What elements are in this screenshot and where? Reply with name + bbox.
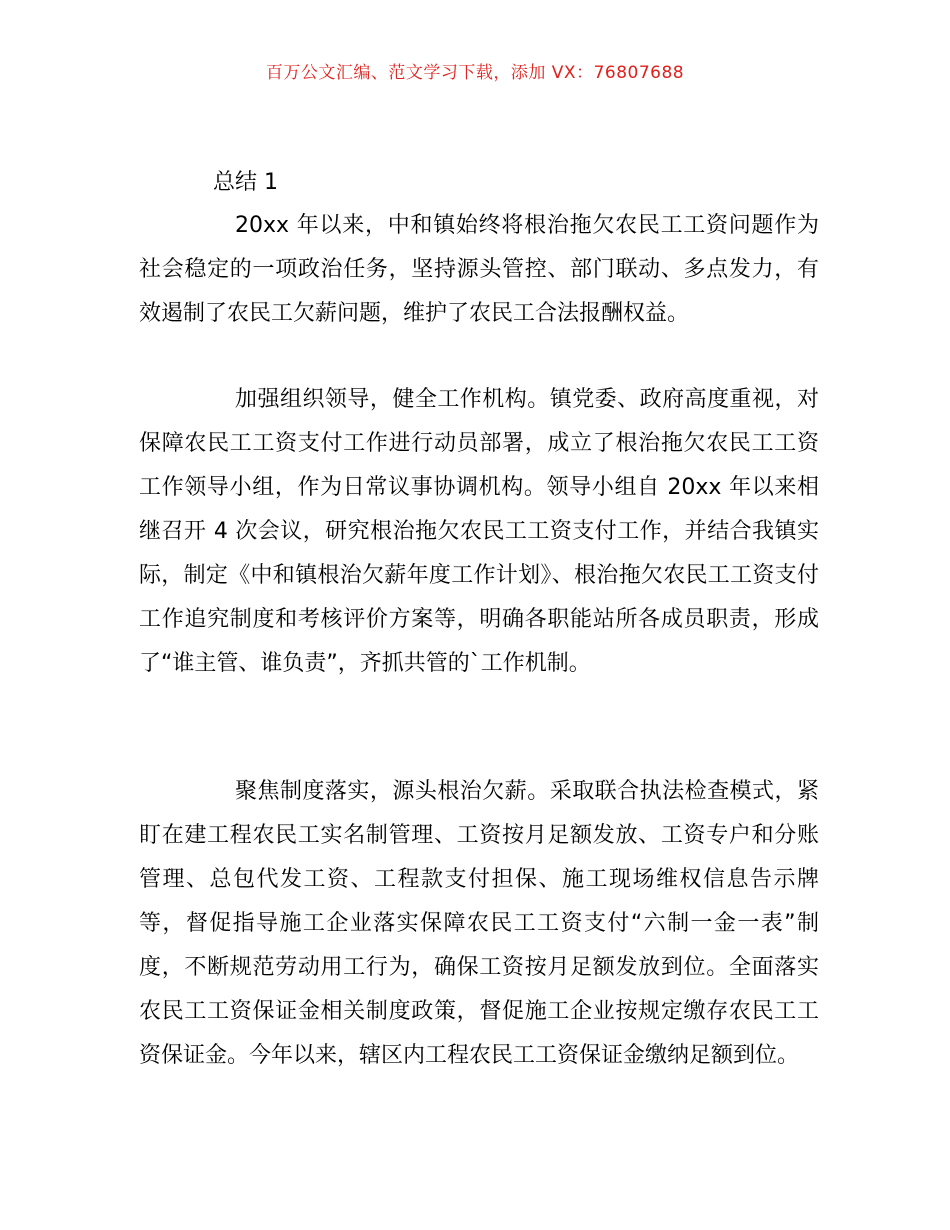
download-banner: 百万公文汇编、范文学习下载，添加 VX：76807688 <box>265 63 685 83</box>
paragraph-intro: 20xx 年以来，中和镇始终将根治拖欠农民工工资问题作为社会稳定的一项政治任务，坚持源头管控、部门联动、多点发力，有效遏制了农民工欠薪问题，维护了农民工合法报酬权益。 <box>139 213 819 326</box>
document-title: 总结 1 <box>213 170 278 195</box>
paragraph-organization: 加强组织领导，健全工作机构。镇党委、政府高度重视，对保障农民工工资支付工作进行动员部署，成立了根治拖欠农民工工资工作领导小组，作为日常议事协调机构。领导小组自 20xx 年以来相继召开 4 次会议，研究根治拖欠农民工工资支付工作，并结合我镇实际，制定《中和镇根治欠薪年度工作计划》、根治拖欠农民工工资支付工作追究制度和考核评价方案等，明确各职能站所各成员职责，形成了“谁主管、谁负责”，齐抓共管的`工作机制。 <box>139 387 819 676</box>
paragraph-institution: 聚焦制度落实，源头根治欠薪。采取联合执法检查模式，紧盯在建工程农民工实名制管理、工资按月足额发放、工资专户和分账管理、总包代发工资、工程款支付担保、施工现场维权信息告示牌等，督促指导施工企业落实保障农民工工资支付“六制一金一表”制度，不断规范劳动用工行为，确保工资按月足额发放到位。全面落实农民工工资保证金相关制度政策，督促施工企业按规定缴存农民工工资保证金。今年以来，辖区内工程农民工工资保证金缴纳足额到位。 <box>139 779 819 1068</box>
